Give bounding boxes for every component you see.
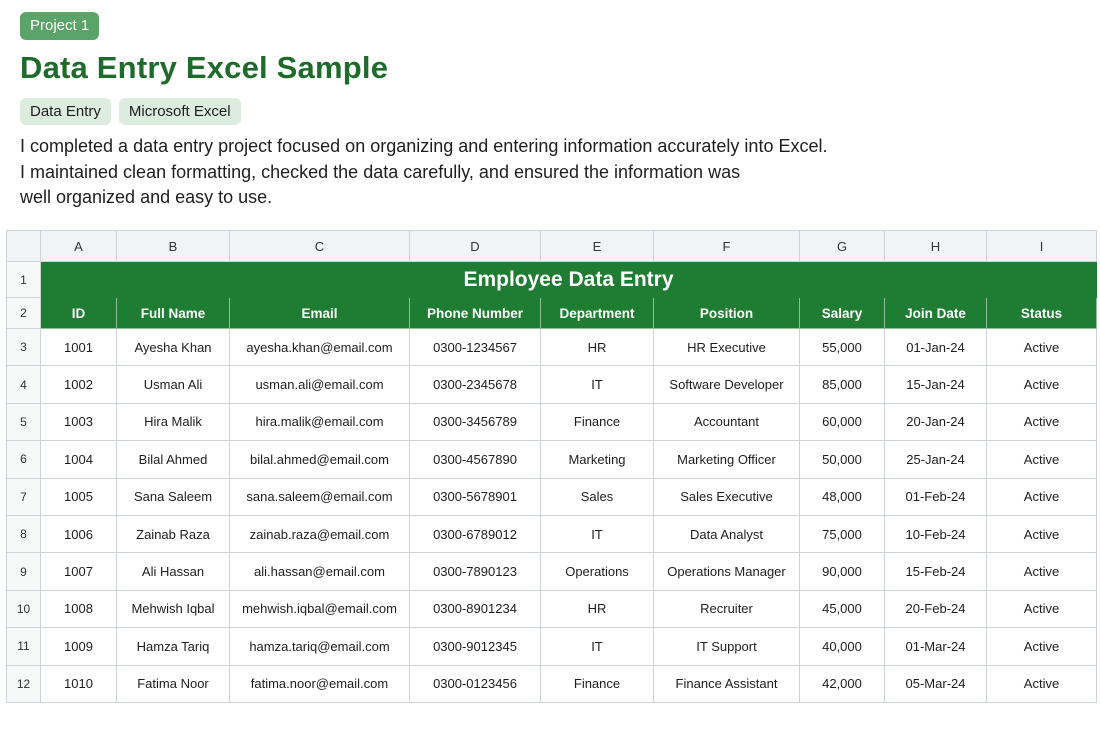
table-header-row bbox=[7, 298, 1097, 329]
data-cell[interactable]: Recruiter bbox=[654, 590, 800, 627]
data-cell[interactable]: 0300-8901234 bbox=[410, 590, 541, 627]
project-badge: Project 1 bbox=[20, 12, 99, 40]
data-cell[interactable]: IT Support bbox=[654, 628, 800, 665]
data-cell[interactable]: Marketing bbox=[541, 441, 654, 478]
data-cell[interactable]: 01-Jan-24 bbox=[885, 329, 987, 366]
data-cell[interactable]: bilal.ahmed@email.com bbox=[230, 441, 410, 478]
table-row bbox=[7, 403, 1097, 440]
data-cell[interactable]: 1010 bbox=[41, 665, 117, 702]
data-cell[interactable]: 0300-3456789 bbox=[410, 403, 541, 440]
data-cell[interactable]: usman.ali@email.com bbox=[230, 366, 410, 403]
data-cell[interactable]: IT bbox=[541, 366, 654, 403]
row-number[interactable]: 3 bbox=[7, 329, 41, 366]
column-letter-header[interactable]: C bbox=[230, 231, 410, 262]
header-cell[interactable]: Status bbox=[987, 298, 1097, 329]
data-cell[interactable]: 55,000 bbox=[800, 329, 885, 366]
row-number[interactable]: 10 bbox=[7, 590, 41, 627]
data-cell[interactable]: 1005 bbox=[41, 478, 117, 515]
data-cell[interactable]: Finance bbox=[541, 665, 654, 702]
data-cell[interactable]: 1006 bbox=[41, 515, 117, 552]
data-cell[interactable]: 75,000 bbox=[800, 515, 885, 552]
data-cell[interactable]: Active bbox=[987, 403, 1097, 440]
column-letter-header[interactable]: D bbox=[410, 231, 541, 262]
data-cell[interactable]: 05-Mar-24 bbox=[885, 665, 987, 702]
column-letter-header[interactable]: B bbox=[117, 231, 230, 262]
tag-data-entry: Data Entry bbox=[20, 98, 111, 125]
header-cell[interactable]: Department bbox=[541, 298, 654, 329]
header-cell[interactable]: Full Name bbox=[117, 298, 230, 329]
header-cell[interactable]: Position bbox=[654, 298, 800, 329]
header-cell[interactable]: ID bbox=[41, 298, 117, 329]
row-number[interactable]: 12 bbox=[7, 665, 41, 702]
header-cell[interactable]: Email bbox=[230, 298, 410, 329]
column-letter-header[interactable]: H bbox=[885, 231, 987, 262]
column-letter-header[interactable]: G bbox=[800, 231, 885, 262]
row-number[interactable]: 5 bbox=[7, 403, 41, 440]
data-cell[interactable]: Software Developer bbox=[654, 366, 800, 403]
table-row bbox=[7, 366, 1097, 403]
data-cell[interactable]: ayesha.khan@email.com bbox=[230, 329, 410, 366]
data-cell[interactable]: 40,000 bbox=[800, 628, 885, 665]
spreadsheet-grid bbox=[6, 230, 1097, 703]
data-cell[interactable]: 25-Jan-24 bbox=[885, 441, 987, 478]
data-cell[interactable]: Zainab Raza bbox=[117, 515, 230, 552]
data-cell[interactable]: HR bbox=[541, 329, 654, 366]
data-cell[interactable]: Marketing Officer bbox=[654, 441, 800, 478]
data-cell[interactable]: 01-Feb-24 bbox=[885, 478, 987, 515]
row-number[interactable]: 4 bbox=[7, 366, 41, 403]
header-cell[interactable]: Phone Number bbox=[410, 298, 541, 329]
data-cell[interactable]: 15-Feb-24 bbox=[885, 553, 987, 590]
column-letter-header[interactable]: I bbox=[987, 231, 1097, 262]
column-header-row bbox=[7, 231, 1097, 262]
data-cell[interactable]: Operations bbox=[541, 553, 654, 590]
data-cell[interactable]: Sales bbox=[541, 478, 654, 515]
table-row bbox=[7, 590, 1097, 627]
data-cell[interactable]: Usman Ali bbox=[117, 366, 230, 403]
data-cell[interactable]: Active bbox=[987, 553, 1097, 590]
data-cell[interactable]: 0300-5678901 bbox=[410, 478, 541, 515]
data-cell[interactable]: 42,000 bbox=[800, 665, 885, 702]
data-cell[interactable]: IT bbox=[541, 628, 654, 665]
column-letter-header[interactable]: F bbox=[654, 231, 800, 262]
data-cell[interactable]: Finance Assistant bbox=[654, 665, 800, 702]
column-letter-header[interactable]: E bbox=[541, 231, 654, 262]
data-cell[interactable]: Bilal Ahmed bbox=[117, 441, 230, 478]
page-title: Data Entry Excel Sample bbox=[20, 50, 389, 85]
data-cell[interactable]: Active bbox=[987, 590, 1097, 627]
data-cell[interactable]: 10-Feb-24 bbox=[885, 515, 987, 552]
data-cell[interactable]: Ayesha Khan bbox=[117, 329, 230, 366]
banner-row bbox=[7, 262, 1097, 298]
table-row bbox=[7, 329, 1097, 366]
data-cell[interactable]: 01-Mar-24 bbox=[885, 628, 987, 665]
data-cell[interactable]: Data Analyst bbox=[654, 515, 800, 552]
data-cell[interactable]: 0300-7890123 bbox=[410, 553, 541, 590]
row-number[interactable]: 9 bbox=[7, 553, 41, 590]
data-cell[interactable]: IT bbox=[541, 515, 654, 552]
data-cell[interactable]: ali.hassan@email.com bbox=[230, 553, 410, 590]
data-cell[interactable]: Active bbox=[987, 478, 1097, 515]
data-cell[interactable]: Hamza Tariq bbox=[117, 628, 230, 665]
data-cell[interactable]: 1001 bbox=[41, 329, 117, 366]
data-cell[interactable]: HR bbox=[541, 590, 654, 627]
header-cell[interactable]: Join Date bbox=[885, 298, 987, 329]
table-row bbox=[7, 441, 1097, 478]
data-cell[interactable]: 0300-0123456 bbox=[410, 665, 541, 702]
data-cell[interactable]: 0300-1234567 bbox=[410, 329, 541, 366]
data-cell[interactable]: Active bbox=[987, 515, 1097, 552]
table-row bbox=[7, 478, 1097, 515]
data-cell[interactable]: Operations Manager bbox=[654, 553, 800, 590]
data-cell[interactable]: zainab.raza@email.com bbox=[230, 515, 410, 552]
select-all-corner[interactable] bbox=[7, 231, 41, 262]
table-row bbox=[7, 628, 1097, 665]
data-cell[interactable]: HR Executive bbox=[654, 329, 800, 366]
data-cell[interactable]: 0300-6789012 bbox=[410, 515, 541, 552]
data-cell[interactable]: 0300-9012345 bbox=[410, 628, 541, 665]
description-line: I maintained clean formatting, checked the data carefully, and ensured the information was bbox=[20, 161, 741, 182]
description-line: well organized and easy to use. bbox=[20, 187, 273, 207]
data-cell[interactable]: 45,000 bbox=[800, 590, 885, 627]
row-number[interactable]: 1 bbox=[7, 262, 41, 298]
data-cell[interactable]: Finance bbox=[541, 403, 654, 440]
data-cell[interactable]: 60,000 bbox=[800, 403, 885, 440]
data-cell[interactable]: hira.malik@email.com bbox=[230, 403, 410, 440]
data-cell[interactable]: mehwish.iqbal@email.com bbox=[230, 590, 410, 627]
data-cell[interactable]: 1007 bbox=[41, 553, 117, 590]
data-cell[interactable]: 1002 bbox=[41, 366, 117, 403]
data-cell[interactable]: 0300-2345678 bbox=[410, 366, 541, 403]
data-cell[interactable]: 90,000 bbox=[800, 553, 885, 590]
data-cell[interactable]: 1008 bbox=[41, 590, 117, 627]
data-cell[interactable]: 85,000 bbox=[800, 366, 885, 403]
data-cell[interactable]: Mehwish Iqbal bbox=[117, 590, 230, 627]
tag-list bbox=[20, 98, 241, 125]
project-description bbox=[20, 134, 900, 211]
row-number[interactable]: 11 bbox=[7, 628, 41, 665]
table-row bbox=[7, 515, 1097, 552]
header-cell[interactable]: Salary bbox=[800, 298, 885, 329]
data-cell[interactable]: 20-Jan-24 bbox=[885, 403, 987, 440]
data-cell[interactable]: Ali Hassan bbox=[117, 553, 230, 590]
description-line: I completed a data entry project focused on organizing and entering information accurately into Excel. bbox=[20, 136, 828, 156]
data-cell[interactable]: 20-Feb-24 bbox=[885, 590, 987, 627]
data-cell[interactable]: Active bbox=[987, 329, 1097, 366]
data-cell[interactable]: 48,000 bbox=[800, 478, 885, 515]
row-number[interactable]: 6 bbox=[7, 441, 41, 478]
data-cell[interactable]: 1004 bbox=[41, 441, 117, 478]
data-cell[interactable]: 50,000 bbox=[800, 441, 885, 478]
data-cell[interactable]: fatima.noor@email.com bbox=[230, 665, 410, 702]
data-cell[interactable]: Sales Executive bbox=[654, 478, 800, 515]
data-cell[interactable]: Fatima Noor bbox=[117, 665, 230, 702]
row-number[interactable]: 2 bbox=[7, 298, 41, 329]
data-cell[interactable]: 15-Jan-24 bbox=[885, 366, 987, 403]
sheet-banner-title[interactable]: Employee Data Entry bbox=[41, 262, 1097, 298]
row-number[interactable]: 8 bbox=[7, 515, 41, 552]
data-cell[interactable]: 1003 bbox=[41, 403, 117, 440]
data-cell[interactable]: Active bbox=[987, 441, 1097, 478]
row-number[interactable]: 7 bbox=[7, 478, 41, 515]
table-row bbox=[7, 665, 1097, 702]
column-letter-header[interactable]: A bbox=[41, 231, 117, 262]
data-cell[interactable]: Sana Saleem bbox=[117, 478, 230, 515]
table-row bbox=[7, 553, 1097, 590]
data-cell[interactable]: hamza.tariq@email.com bbox=[230, 628, 410, 665]
data-cell[interactable]: 1009 bbox=[41, 628, 117, 665]
data-cell[interactable]: Active bbox=[987, 628, 1097, 665]
data-cell[interactable]: 0300-4567890 bbox=[410, 441, 541, 478]
data-cell[interactable]: Active bbox=[987, 366, 1097, 403]
data-cell[interactable]: sana.saleem@email.com bbox=[230, 478, 410, 515]
data-cell[interactable]: Accountant bbox=[654, 403, 800, 440]
data-cell[interactable]: Hira Malik bbox=[117, 403, 230, 440]
data-cell[interactable]: Active bbox=[987, 665, 1097, 702]
tag-microsoft-excel: Microsoft Excel bbox=[119, 98, 241, 125]
